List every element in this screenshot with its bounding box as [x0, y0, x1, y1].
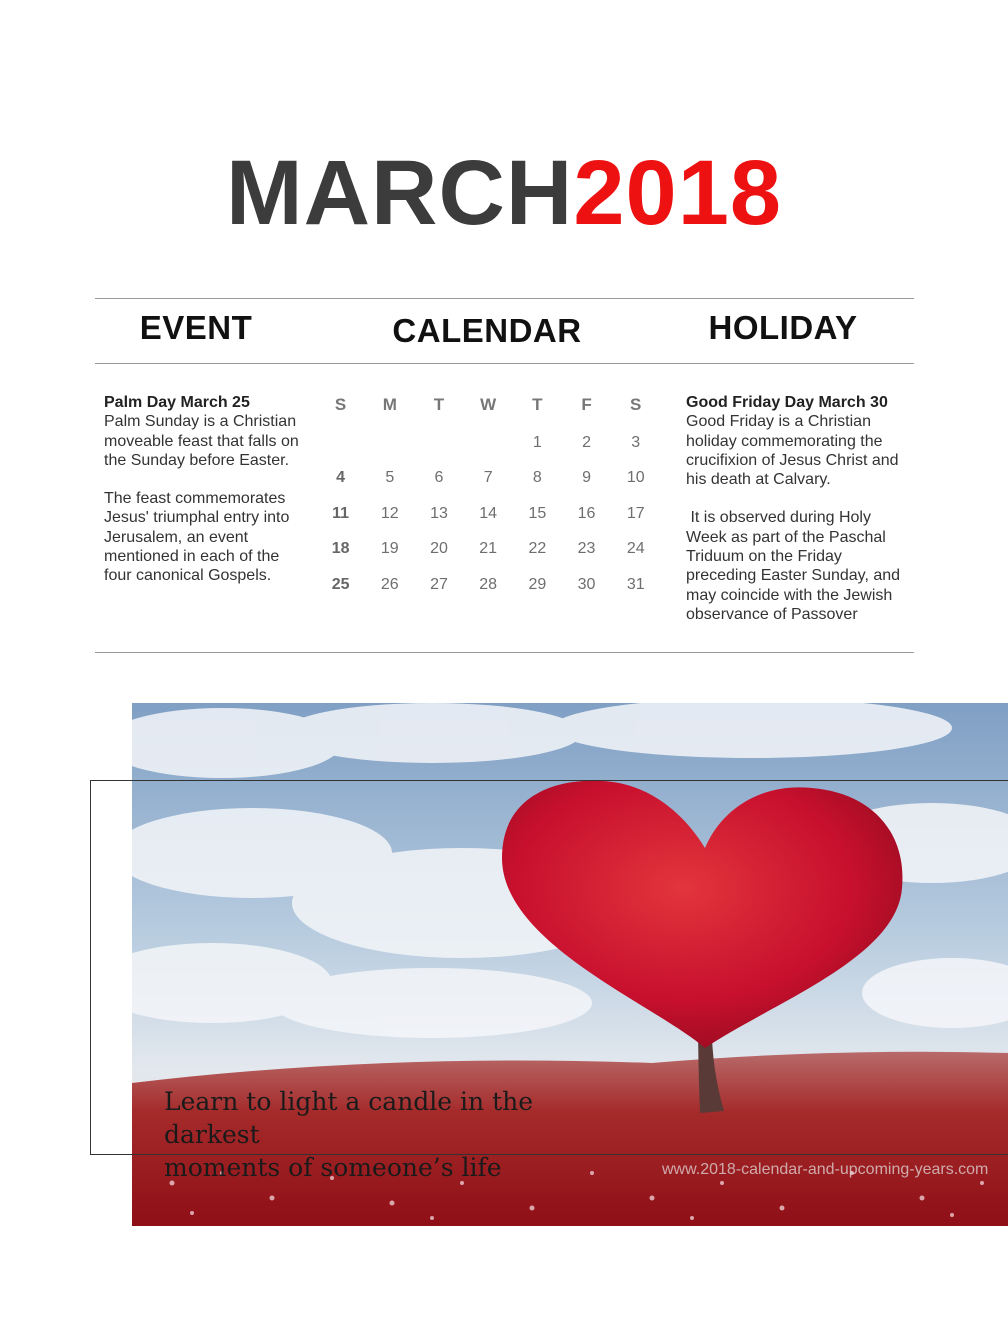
event-heading: EVENT: [139, 309, 253, 346]
holiday-heading: HOLIDAY: [708, 309, 858, 346]
website-watermark: www.2018-calendar-and-upcoming-years.com: [662, 1161, 989, 1178]
page-title: [0, 138, 1008, 248]
calendar-day: 6: [434, 469, 444, 487]
weekday-label: T: [433, 395, 445, 414]
calendar-day: 30: [577, 575, 596, 593]
calendar-week-row: [316, 425, 660, 461]
calendar-day: 20: [430, 540, 448, 558]
calendar-day: 8: [532, 469, 542, 487]
quote-line-1: Learn to light a candle in the darkest: [164, 1087, 534, 1149]
calendar-day: 9: [582, 469, 591, 487]
calendar-day: 14: [479, 504, 498, 522]
weekday-label: F: [581, 395, 592, 414]
calendar-week-row: [316, 567, 660, 603]
calendar-day: 31: [626, 575, 645, 593]
calendar-day: 24: [626, 540, 645, 558]
calendar-day: 23: [577, 540, 596, 558]
calendar-day: 7: [483, 469, 493, 487]
month-calendar-grid: [316, 395, 660, 603]
event-description: Palm Sunday is a Christian moveable feast that falls on the Sunday before Easter.: [104, 413, 299, 469]
calendar-day: 29: [528, 575, 547, 593]
calendar-day: 17: [626, 504, 645, 522]
calendar-day: 22: [528, 540, 547, 558]
weekday-header-row: [316, 395, 660, 425]
calendar-day: 11: [332, 504, 350, 522]
bottom-divider: [95, 652, 914, 653]
holiday-details: It is observed during Holy Week as part of the Paschal Triduum on the Friday preceding Easter Sunday, and may coincide with the Jewish observance of Passover: [686, 509, 905, 623]
weekday-label: S: [334, 395, 347, 414]
calendar-day: 16: [577, 504, 596, 522]
calendar-day: 25: [331, 575, 350, 593]
top-divider: [95, 298, 914, 299]
calendar-day: 26: [380, 575, 399, 593]
calendar-day: 15: [528, 504, 547, 522]
weekday-label: W: [480, 395, 497, 414]
holiday-title: Good Friday Day March 30: [686, 394, 888, 411]
calendar-day: 2: [582, 433, 591, 451]
weekday-label: S: [630, 395, 642, 414]
event-details: The feast commemorates Jesus' triumphal entry into Jerusalem, an event mentioned in each of the four canonical Gospels.: [104, 490, 290, 585]
calendar-day: 4: [336, 469, 346, 487]
calendar-week-row: [316, 461, 660, 497]
calendar-day: 18: [331, 540, 350, 558]
inspirational-quote: [164, 1085, 634, 1184]
calendar-day: 5: [385, 469, 395, 487]
calendar-day: 3: [631, 433, 641, 451]
calendar-day: 19: [380, 540, 399, 558]
calendar-day: 1: [532, 433, 542, 451]
holiday-description: Good Friday is a Christian holiday commemorating the crucifixion of Jesus Christ and his death at Calvary.: [686, 413, 899, 489]
calendar-day: 12: [380, 504, 399, 522]
calendar-week-row: [316, 532, 660, 568]
calendar-heading: CALENDAR: [392, 312, 582, 349]
calendar-day: 13: [430, 504, 448, 522]
event-column: [104, 393, 304, 586]
weekday-label: M: [382, 395, 397, 414]
header-divider: [95, 363, 914, 364]
event-title: Palm Day March 25: [104, 394, 250, 411]
calendar-day: 21: [479, 540, 498, 558]
weekday-label: T: [532, 395, 543, 414]
holiday-column: [686, 393, 911, 624]
calendar-week-row: [316, 496, 660, 532]
month-name: MARCH: [225, 142, 574, 244]
calendar-day: 10: [626, 469, 645, 487]
year: 2018: [573, 142, 783, 244]
calendar-day: 27: [430, 575, 448, 593]
quote-line-2: moments of someone’s life: [164, 1153, 502, 1182]
calendar-day: 28: [479, 575, 498, 593]
